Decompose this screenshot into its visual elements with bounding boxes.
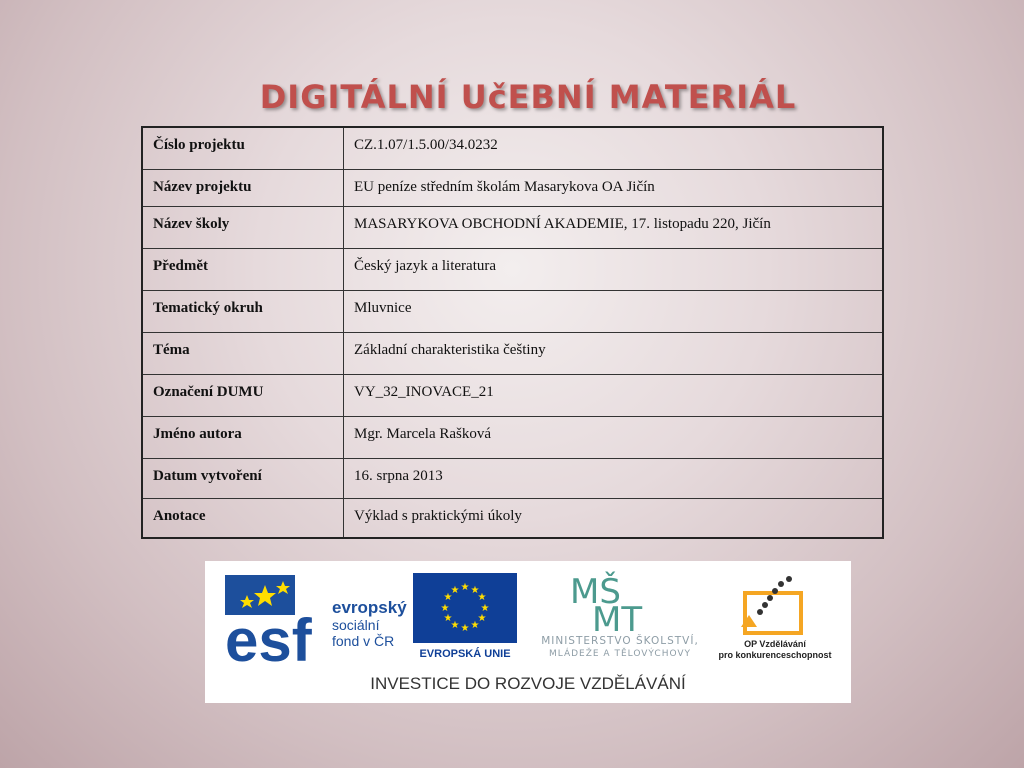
svg-text:★: ★	[443, 613, 453, 624]
msmt-logo-icon	[570, 571, 670, 638]
row-value: VY_32_INOVACE_21	[344, 374, 884, 416]
svg-text:★: ★	[450, 585, 460, 596]
msmt-line-2: MLÁDEŽE A TĚLOVÝCHOVY	[548, 649, 692, 659]
svg-text:★: ★	[440, 603, 450, 614]
table-row	[142, 458, 883, 498]
table-row	[142, 290, 883, 332]
svg-text:MŠ: MŠ	[570, 572, 621, 612]
svg-text:★: ★	[470, 585, 480, 596]
table-row	[142, 206, 883, 248]
row-value: Mluvnice	[344, 290, 884, 332]
svg-text:esf: esf	[225, 607, 312, 663]
msmt-line-1: MINISTERSTVO ŠKOLSTVÍ,	[541, 635, 699, 647]
row-label: Jméno autora	[142, 416, 344, 458]
row-value: Výklad s praktickými úkoly	[344, 498, 884, 538]
table-row	[142, 416, 883, 458]
svg-text:MT: MT	[592, 600, 643, 633]
row-value: 16. srpna 2013	[344, 458, 884, 498]
row-label: Datum vytvoření	[142, 458, 344, 498]
table-row	[142, 498, 883, 538]
svg-text:★: ★	[450, 620, 460, 631]
esf-line-3: fond v ČR	[332, 633, 395, 649]
table-row	[142, 374, 883, 416]
esf-text-block	[332, 599, 407, 649]
eu-flag-icon	[413, 573, 517, 643]
svg-text:★: ★	[460, 623, 470, 634]
row-value: EU peníze středním školám Masarykova OA Jičín	[344, 169, 884, 206]
esf-line-1: evropský	[332, 598, 407, 617]
slide-title: DIGITÁLNÍ UčEBNÍ MATERIÁL	[259, 78, 797, 116]
svg-text:★: ★	[460, 582, 470, 593]
investice-footer: INVESTICE DO ROZVOJE VZDĚLÁVÁNÍ	[370, 674, 686, 693]
svg-text:★: ★	[477, 613, 487, 624]
project-info-table	[141, 126, 884, 539]
row-value: CZ.1.07/1.5.00/34.0232	[344, 127, 884, 169]
funding-logos-banner	[205, 561, 851, 703]
row-label: Anotace	[142, 498, 344, 538]
table-row	[142, 248, 883, 290]
esf-line-2: sociální	[332, 617, 380, 633]
op-line-2: pro konkurenceschopnost	[718, 650, 832, 660]
row-label: Název školy	[142, 206, 344, 248]
esf-logo-icon	[225, 575, 330, 668]
row-label: Označení DUMU	[142, 374, 344, 416]
row-label: Tematický okruh	[142, 290, 344, 332]
op-logo-icon	[739, 571, 809, 642]
row-label: Číslo projektu	[142, 127, 344, 169]
row-value: Mgr. Marcela Rašková	[344, 416, 884, 458]
svg-text:★: ★	[470, 620, 480, 631]
row-label: Téma	[142, 332, 344, 374]
svg-text:★: ★	[477, 592, 487, 603]
row-value: Český jazyk a literatura	[344, 248, 884, 290]
op-line-1: OP Vzdělávání	[744, 639, 806, 649]
svg-text:★: ★	[480, 603, 490, 614]
row-label: Předmět	[142, 248, 344, 290]
row-label: Název projektu	[142, 169, 344, 206]
table-row	[142, 169, 883, 206]
svg-text:★: ★	[443, 592, 453, 603]
row-value: Základní charakteristika češtiny	[344, 332, 884, 374]
table-row	[142, 127, 883, 169]
table-row	[142, 332, 883, 374]
row-value: MASARYKOVA OBCHODNÍ AKADEMIE, 17. listopadu 220, Jičín	[344, 206, 884, 248]
eu-label: EVROPSKÁ UNIE	[419, 648, 511, 660]
